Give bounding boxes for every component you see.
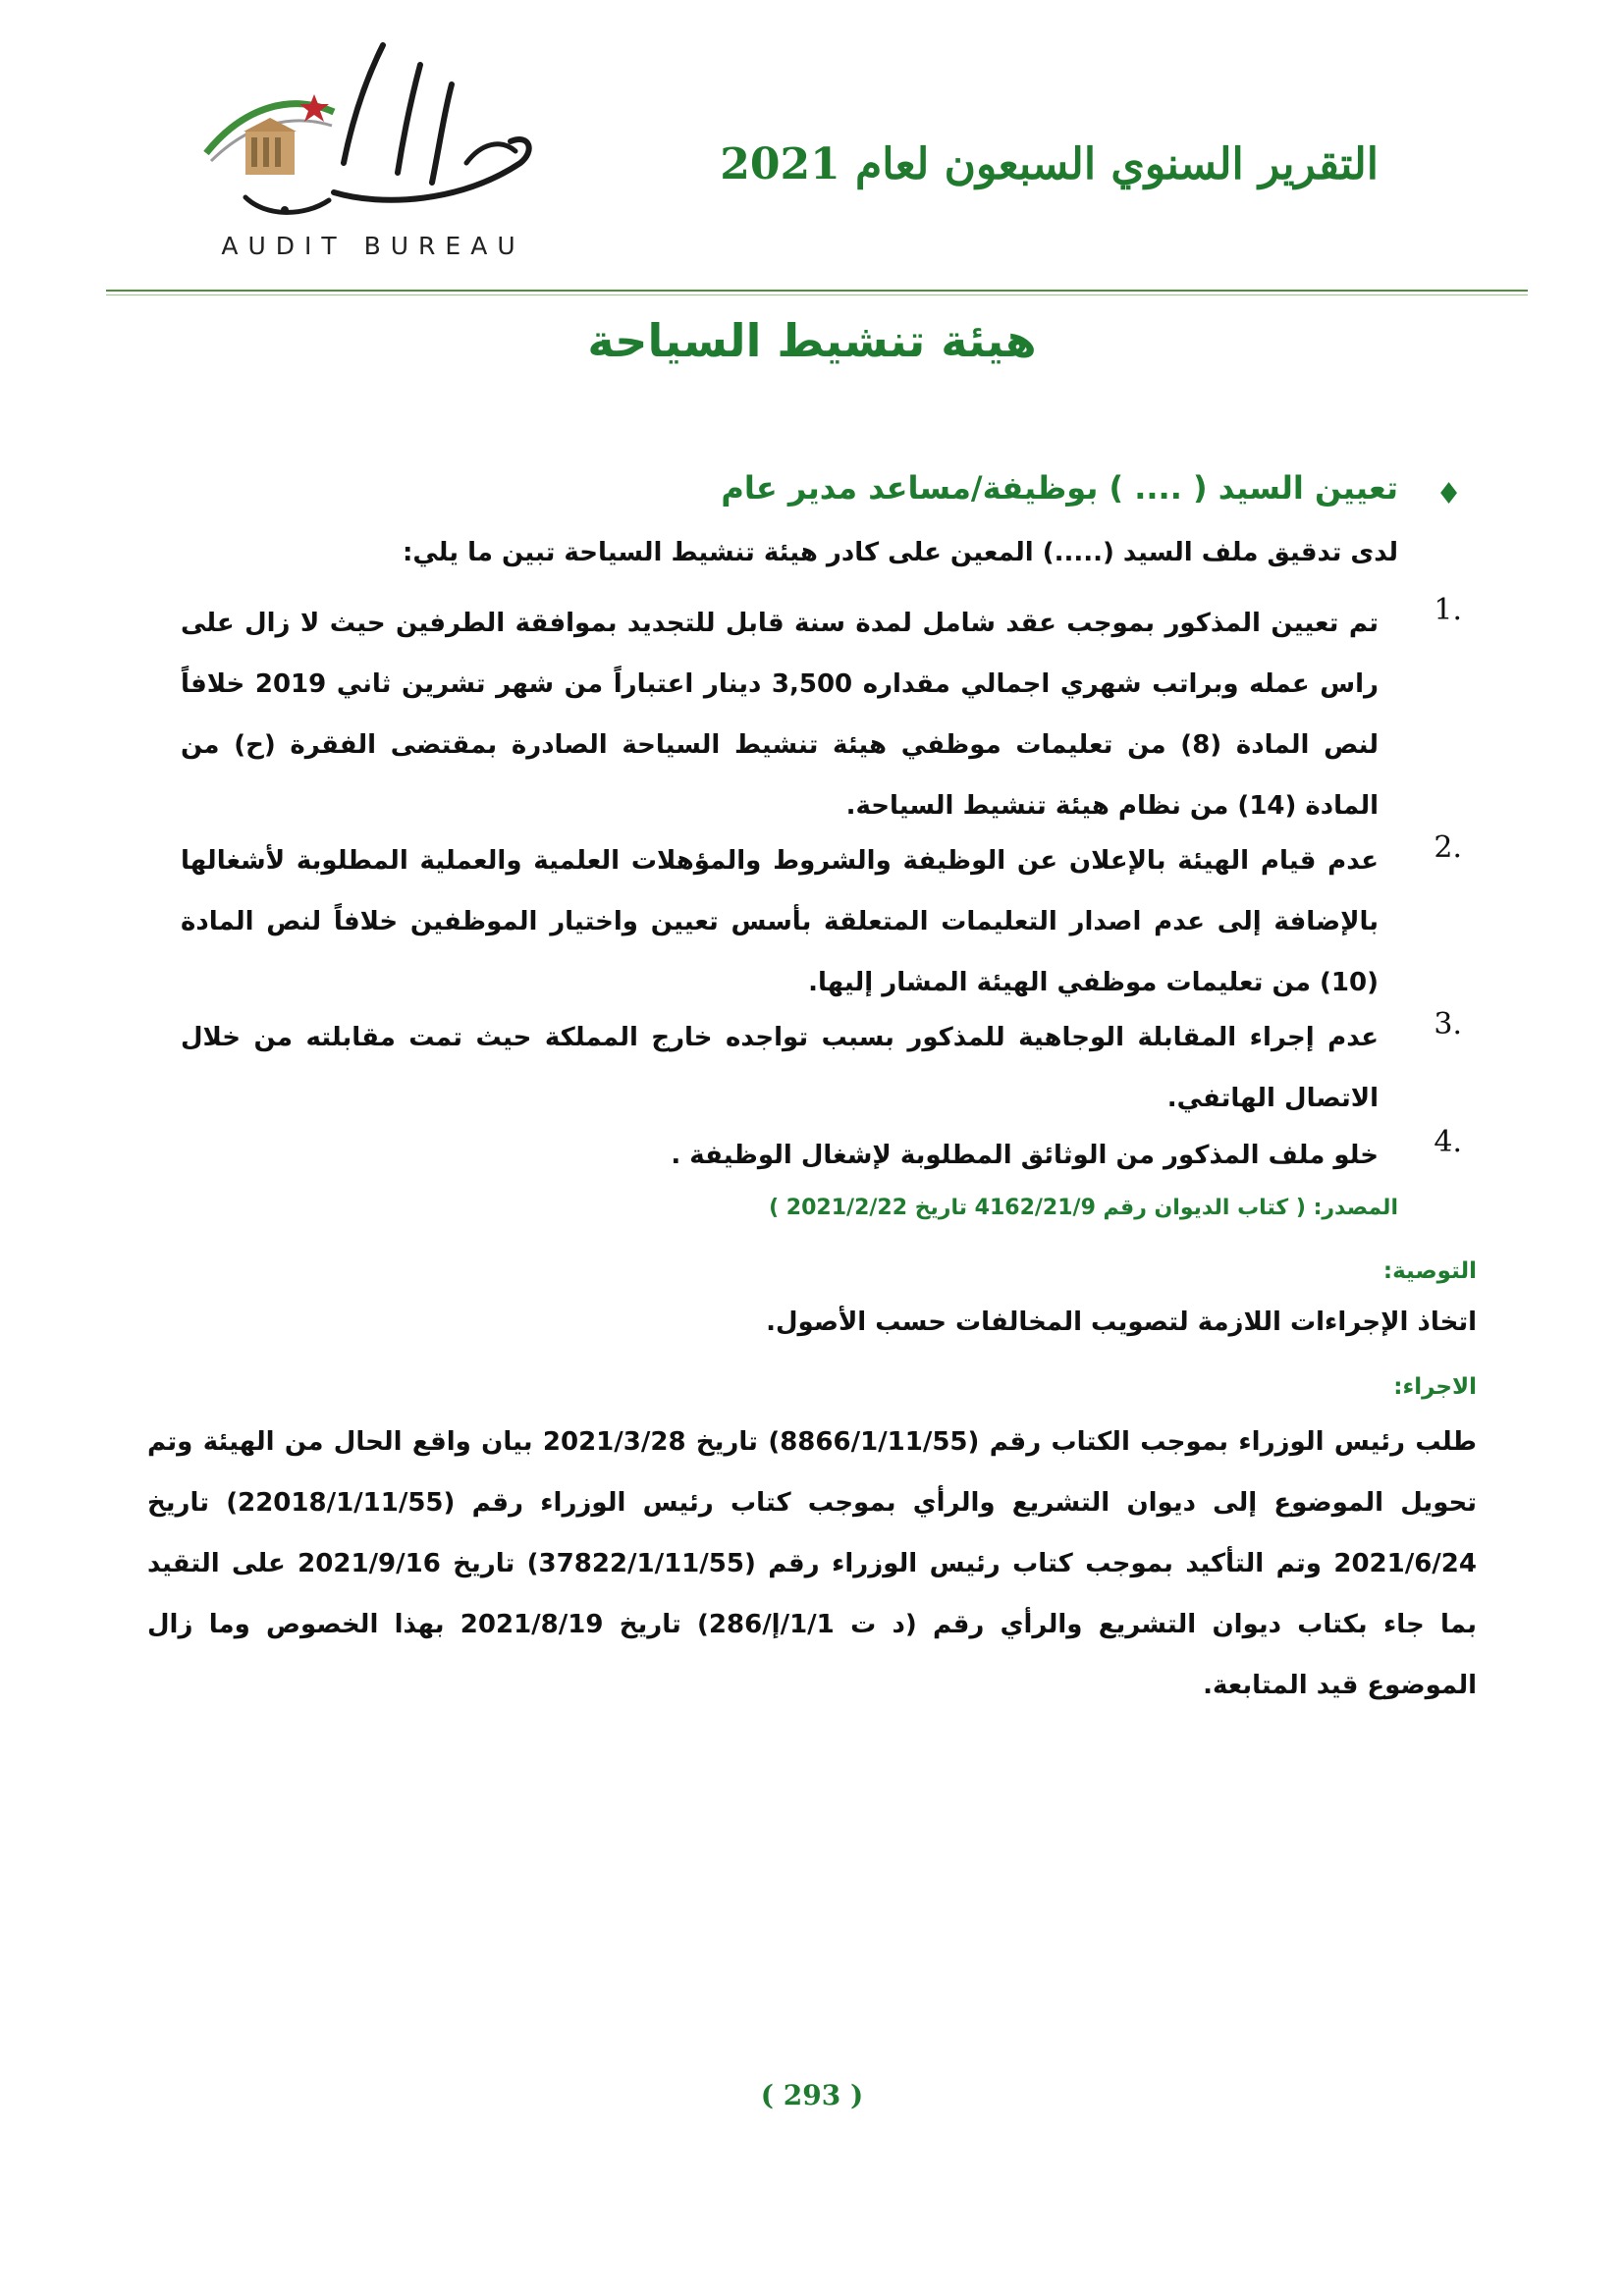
list-item-text: خلو ملف المذكور من الوثائق المطلوبة لإشغال الوظيفة . — [671, 1141, 1379, 1170]
finding-intro: لدى تدقيق ملف السيد (.....) المعين على كادر هيئة تنشيط السياحة تبين ما يلي: — [402, 538, 1398, 567]
finding-source: المصدر: ( كتاب الديوان رقم 4162/21/9 تاريخ 2021/2/22 ) — [769, 1196, 1398, 1220]
section-title: هيئة تنشيط السياحة — [587, 314, 1037, 367]
header-divider-secondary — [106, 294, 1528, 295]
audit-bureau-logo — [187, 35, 560, 261]
list-item-number: 4. — [1434, 1125, 1462, 1159]
logo-english-text: AUDIT BUREAU — [221, 232, 525, 260]
list-item — [176, 1125, 1462, 1186]
bullet-diamond-icon: ♦ — [1435, 477, 1462, 511]
list-item-text: عدم قيام الهيئة بالإعلان عن الوظيفة والشروط والمؤهلات العلمية والعملية المطلوبة لأشغالها بالإضافة إلى عدم اصدار التعليمات المتعلقة بأسس تعيين واختيار الموظفين خلافاً لنص المادة (10) من تعليمات موظفي الهيئة المشار إليها. — [181, 846, 1379, 997]
list-item — [176, 830, 1462, 1017]
list-item-number: 2. — [1434, 830, 1462, 865]
action-text: طلب رئيس الوزراء بموجب الكتاب رقم (8866/1/11/55) تاريخ 2021/3/28 بيان واقع الحال من الهيئة وتم تحويل الموضوع إلى ديوان التشريع والرأي بموجب كتاب رئيس الوزراء رقم (22018/1/11/55) تاريخ 2021/6/24 وتم التأكيد بموجب كتاب رئيس الوزراء رقم (37822/1/11/55) تاريخ 2021/9/16 على التقيد بما جاء بكتاب ديوان التشريع والرأي رقم (د ت 1/1/إ/286) تاريخ 2021/8/19 بهذا الخصوص وما زال الموضوع قيد المتابعة. — [147, 1427, 1478, 1700]
logo-emblem-icon — [187, 35, 560, 232]
list-item-text: عدم إجراء المقابلة الوجاهية للمذكور بسبب تواجده خارج المملكة حيث تمت مقابلته من خلال الاتصال الهاتفي. — [181, 1023, 1379, 1113]
recommendation-label: التوصية: — [1382, 1258, 1477, 1284]
report-title: التقرير السنوي السبعون لعام 2021 — [720, 139, 1379, 189]
list-item — [176, 593, 1462, 838]
header-divider — [106, 290, 1528, 292]
action-label: الاجراء: — [1393, 1374, 1477, 1400]
recommendation-text: اتخاذ الإجراءات اللازمة لتصويب المخالفات حسب الأصول. — [766, 1308, 1477, 1337]
list-item-number: 3. — [1434, 1007, 1462, 1041]
page-number: ( 293 ) — [760, 2079, 864, 2111]
list-item-text: تم تعيين المذكور بموجب عقد شامل لمدة سنة قابل للتجديد بموافقة الطرفين حيث لا زال على راس عمله وبراتب شهري اجمالي مقداره 3,500 دينار اعتباراً من شهر تشرين ثاني 2019 خلافاً لنص المادة (8) من تعليمات موظفي هيئة تنشيط السياحة الصادرة بمقتضى الفقرة (ح) من المادة (14) من نظام هيئة تنشيط السياحة. — [181, 609, 1379, 821]
list-item — [176, 1007, 1462, 1135]
finding-heading: تعيين السيد ( .... ) بوظيفة/مساعد مدير عام — [721, 469, 1398, 507]
list-item-number: 1. — [1434, 593, 1462, 627]
